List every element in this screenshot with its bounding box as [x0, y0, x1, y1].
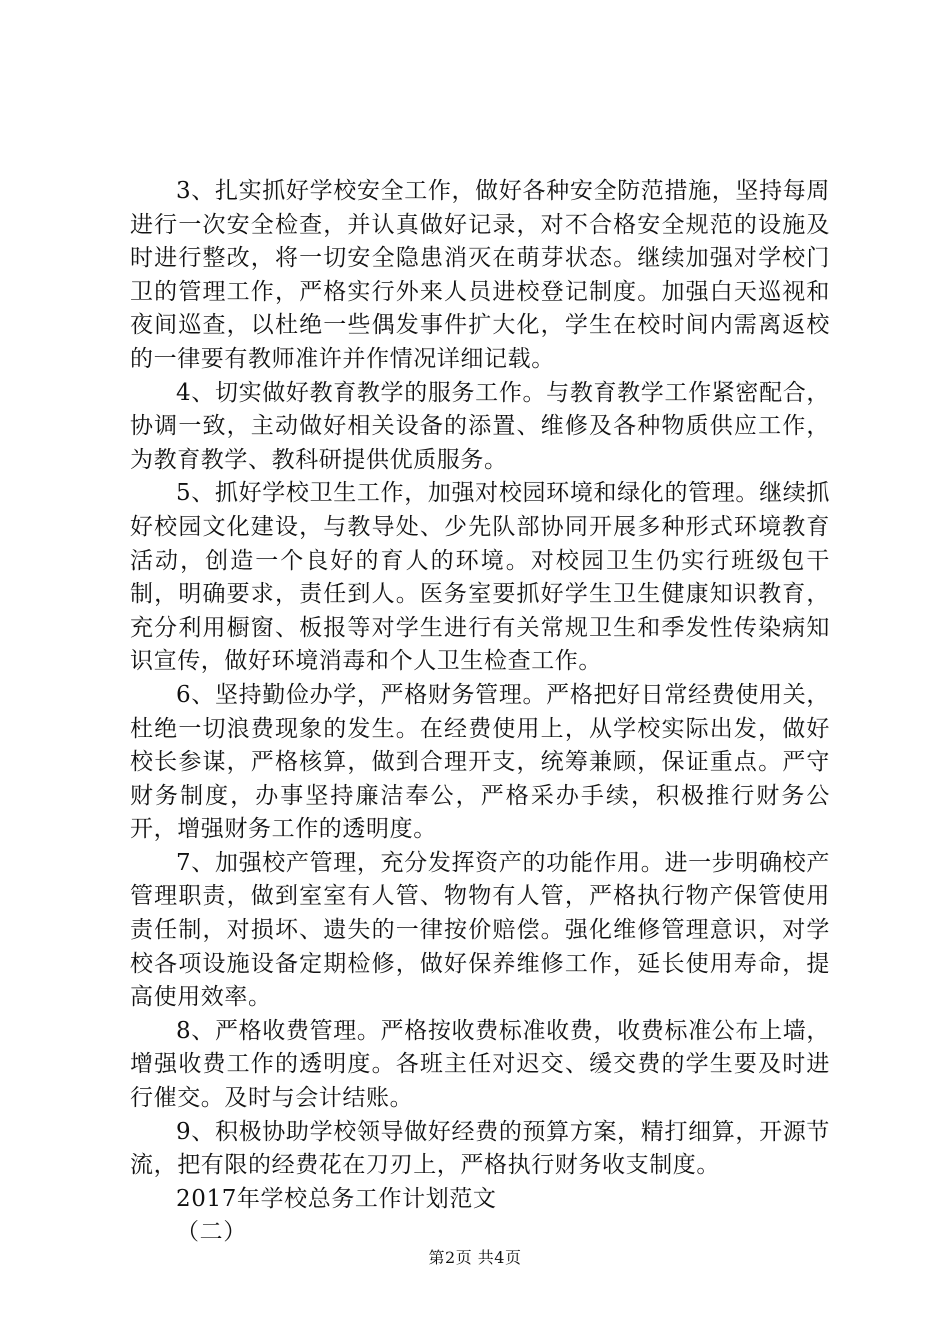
paragraph-item-8: 8、严格收费管理。严格按收费标准收费，收费标准公布上墙，增强收费工作的透明度。各班主任对迟交、缓交费的学生要及时进行催交。及时与会计结账。 — [130, 1017, 830, 1112]
document-body — [130, 175, 830, 1250]
section-title: 2017年学校总务工作计划范文 — [176, 1185, 497, 1212]
paragraph-item-3: 3、扎实抓好学校安全工作，做好各种安全防范措施，坚持每周进行一次安全检查，并认真做好记录，对不合格安全规范的设施及时进行整改，将一切安全隐患消灭在萌芽状态。继续加强对学校门卫的管理工作，严格实行外来人员进校登记制度。加强白天巡视和夜间巡查，以杜绝一些偶发事件扩大化，学生在校时间内需离返校的一律要有教师准许并作情况详细记载。 — [130, 178, 830, 372]
paragraph-item-7: 7、加强校产管理，充分发挥资产的功能作用。进一步明确校产管理职责，做到室室有人管、物物有人管，严格执行物产保管使用责任制，对损坏、遗失的一律按价赔偿。强化维修管理意识，对学校各项设施设备定期检修，做好保养维修工作，延长使用寿命，提高使用效率。 — [130, 849, 830, 1011]
paragraph-item-6: 6、坚持勤俭办学，严格财务管理。严格把好日常经费使用关，杜绝一切浪费现象的发生。在经费使用上，从学校实际出发，做好校长参谋，严格核算，做到合理开支，统筹兼顾，保证重点。严守财务制度，办事坚持廉洁奉公，严格采办手续，积极推行财务公开，增强财务工作的透明度。 — [130, 681, 830, 843]
paragraph-item-5: 5、抓好学校卫生工作，加强对校园环境和绿化的管理。继续抓好校园文化建设，与教导处、少先队部协同开展多种形式环境教育活动，创造一个良好的育人的环境。对校园卫生仍实行班级包干制，明确要求，责任到人。医务室要抓好学生卫生健康知识教育，充分利用橱窗、板报等对学生进行有关常规卫生和季发性传染病知识宣传，做好环境消毒和个人卫生检查工作。 — [130, 480, 830, 675]
paragraph-item-4: 4、切实做好教育教学的服务工作。与教育教学工作紧密配合，协调一致，主动做好相关设备的添置、维修及各种物质供应工作，为教育教学、教科研提供优质服务。 — [130, 379, 830, 473]
section-number: （二） — [176, 1219, 247, 1246]
paragraph-item-9: 9、积极协助学校领导做好经费的预算方案，精打细算，开源节流，把有限的经费花在刀刃上，严格执行财务收支制度。 — [130, 1118, 830, 1179]
page-footer: 第2页 共4页 — [428, 1248, 522, 1267]
